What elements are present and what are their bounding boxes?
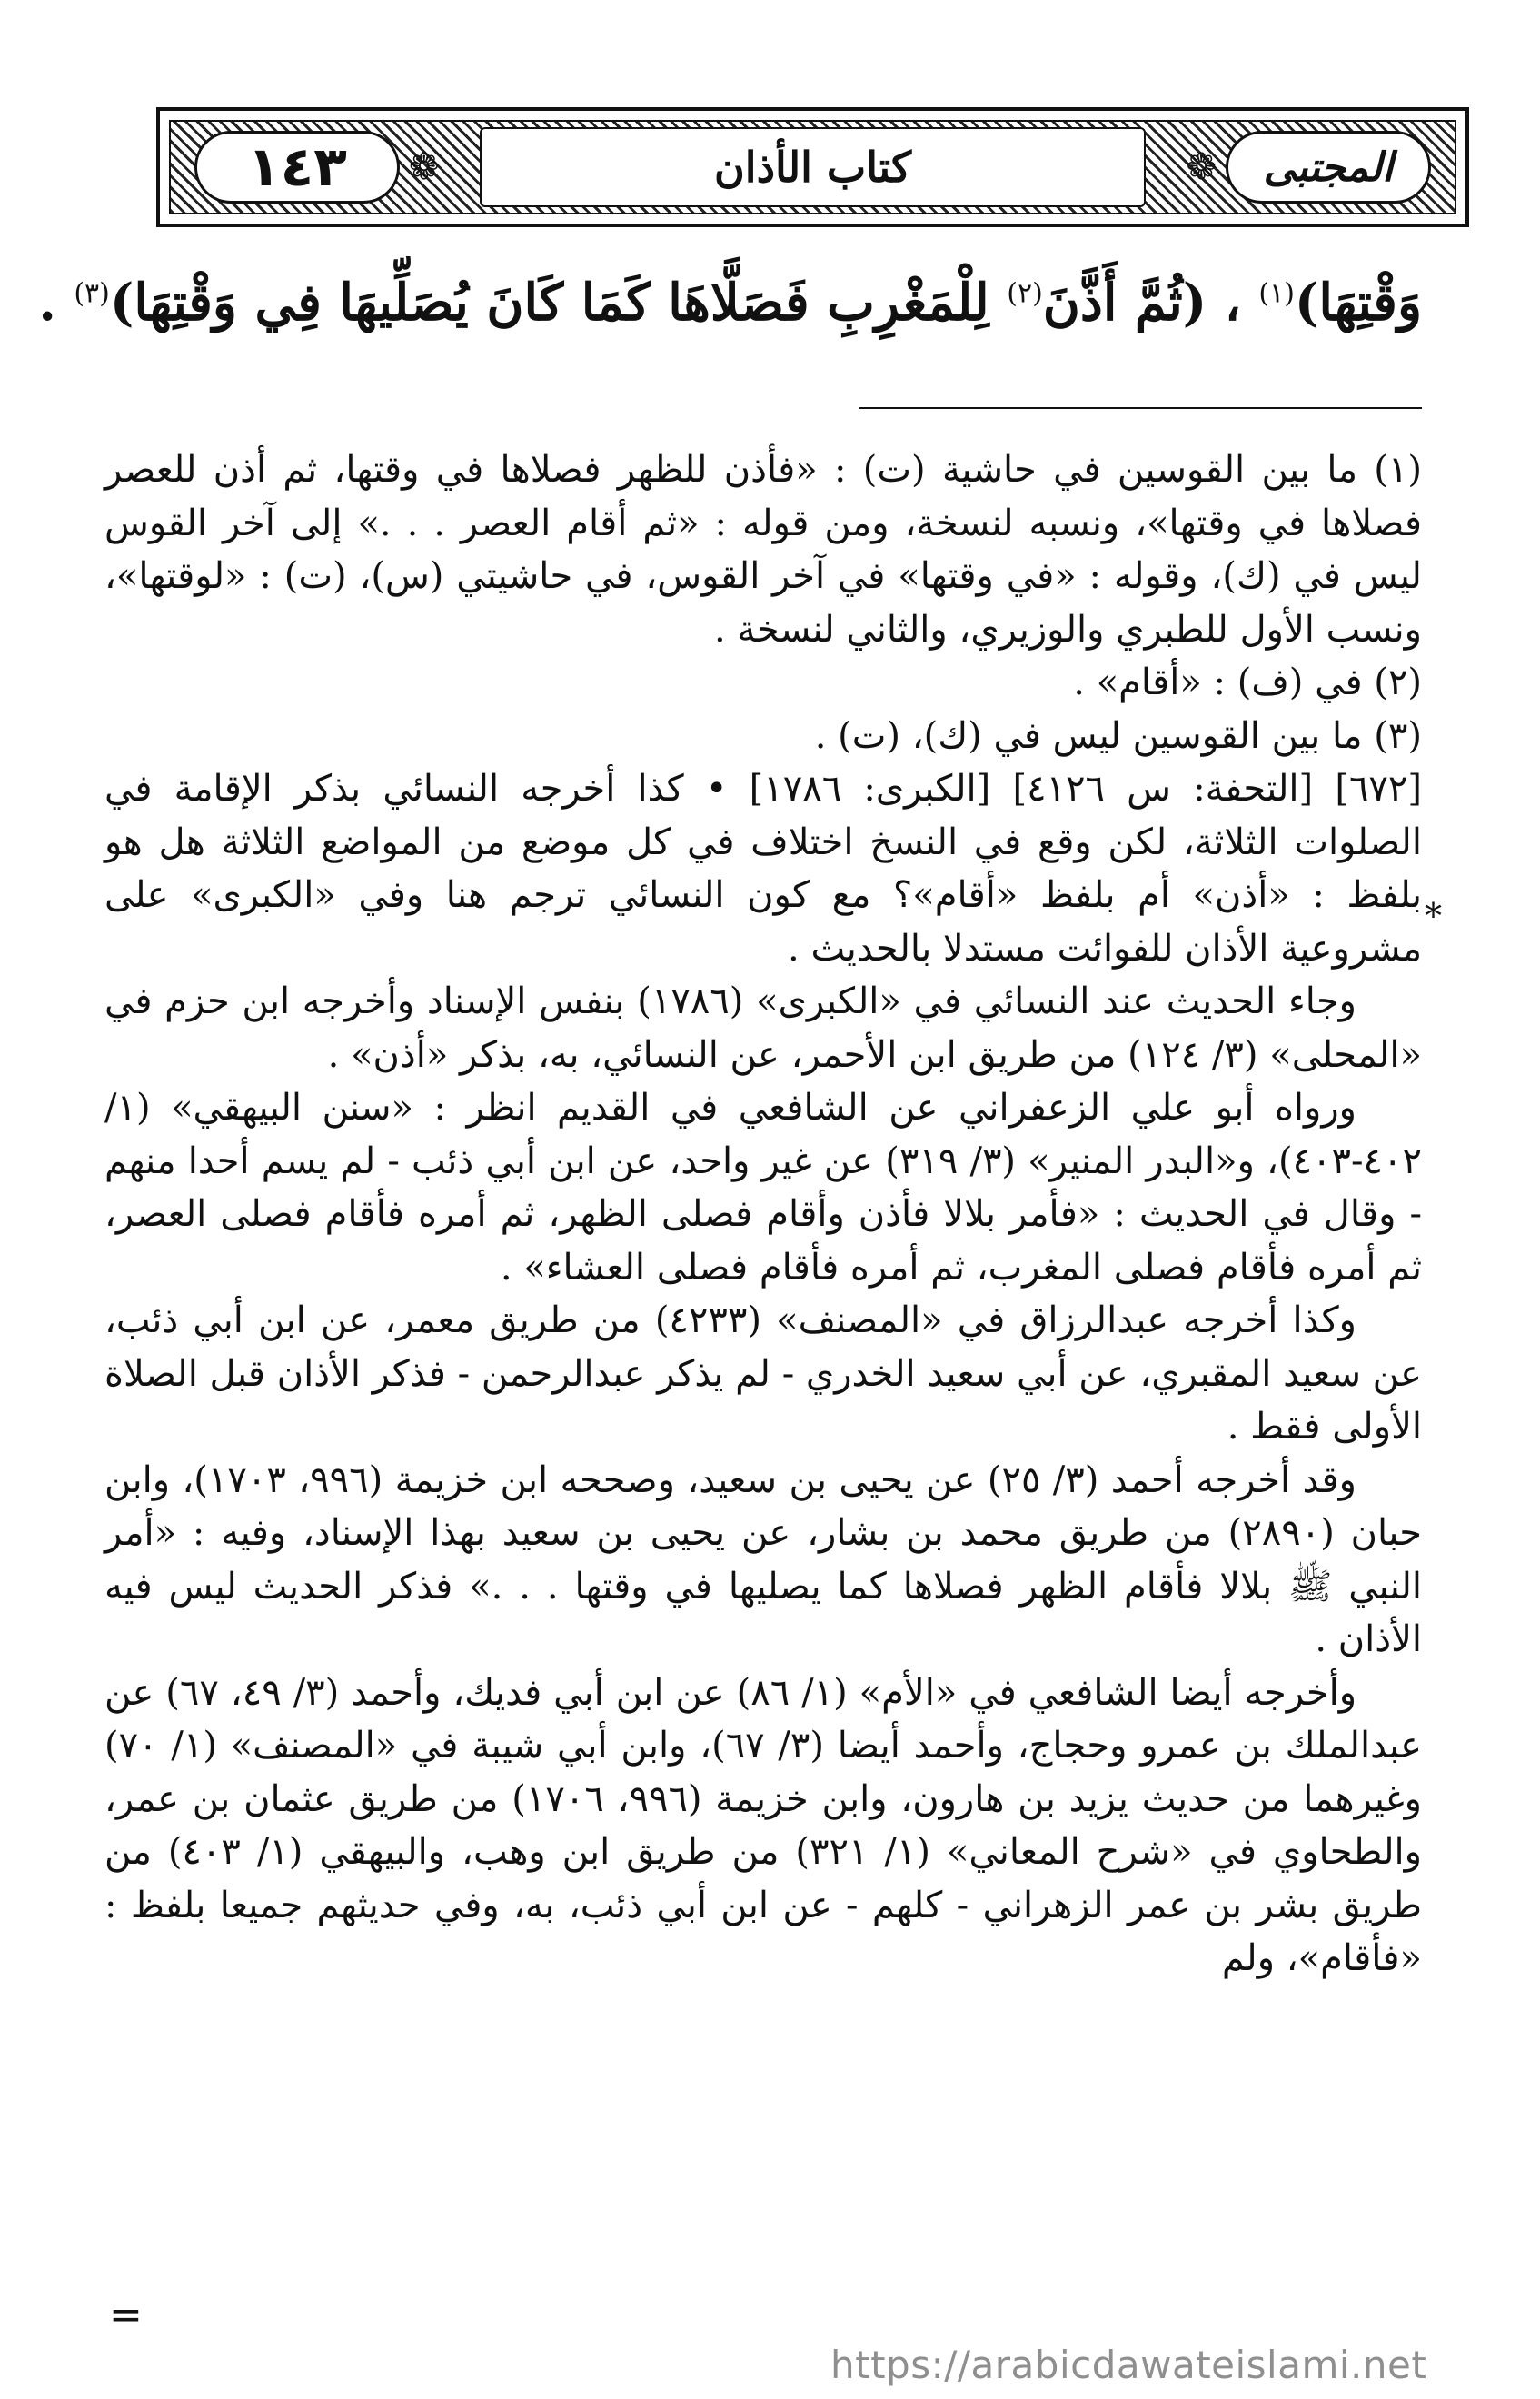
header-ornamental-border <box>169 120 1456 214</box>
notes-section <box>104 443 1422 1986</box>
book-name-logo: المجتبى <box>1226 131 1431 204</box>
footnote-marker: (٣) <box>74 277 110 310</box>
commentary-paragraph: وكذا أخرجه عبدالرزاق في «المصنف» (٤٢٣٣) من طريق معمر، عن ابن أبي ذئب، عن سعيد المقبري، عن أبي سعيد الخدري - لم يذكر عبدالرحمن - فذكر الأذان قبل الصلاة الأولى فقط . <box>104 1299 1422 1448</box>
chapter-title: كتاب الأذان <box>714 143 911 192</box>
footnote-marker: (١) <box>1258 277 1295 310</box>
ornament-icon: ❁ <box>409 146 440 188</box>
hadith-text <box>38 273 1422 333</box>
commentary-star-marker: * <box>1425 896 1442 936</box>
watermark-url: https://arabicdawateislami.net <box>830 2343 1427 2387</box>
footnotes <box>104 443 1422 762</box>
commentary-paragraph: وقد أخرجه أحمد (٣/ ٢٥) عن يحيى بن سعيد، وصححه ابن خزيمة (٩٩٦، ١٧٠٣)، وابن حبان (٢٨٩٠) من طريق محمد بن بشار، عن يحيى بن سعيد بهذا الإسناد، وفيه : «أمر النبي ﷺ بلالا فأقام الظهر فصلاها كما يصليها في وقتها . . .» فذكر الحديث ليس فيه الأذان . <box>104 1458 1422 1660</box>
footnote: (٣) ما بين القوسين ليس في (ك)، (ت) . <box>814 714 1422 757</box>
footnote: (١) ما بين القوسين في حاشية (ت) : «فأذن للظهر فصلاها في وقتها، ثم أذن للعصر فصلاها في وقتها»، ونسبه لنسخة، ومن قوله : «ثم أقام العصر . . .» إلى آخر القوس ليس في (ك)، وقوله : «في وقتها» في آخر القوس، في حاشيتي (س)، (ت) : «لوقتها»، ونسب الأول للطبري والوزيري، والثاني لنسخة . <box>104 449 1423 651</box>
commentary <box>104 762 1422 1986</box>
hadith-text-part: ، (ثُمَّ أَذَّنَ <box>1042 273 1241 333</box>
footnote: (٢) في (ف) : «أقام» . <box>1073 662 1422 703</box>
footnote-separator <box>859 407 1422 409</box>
commentary-paragraph: ورواه أبو علي الزعفراني عن الشافعي في القديم انظر : «سنن البيهقي» (١/ ٤٠٢-٤٠٣)، و«البدر المنير» (٣/ ٣١٩) عن غير واحد، عن ابن أبي ذئب - لم يسم أحدا منهم - وقال في الحديث : «فأمر بلالا فأذن وأقام فصلى الظهر، ثم أمره فأقام فصلى العصر، ثم أمره فأقام فصلى المغرب، ثم أمره فأقام فصلى العشاء» . <box>104 1087 1422 1289</box>
commentary-paragraph: وأخرجه أيضا الشافعي في «الأم» (١/ ٨٦) عن ابن أبي فديك، وأحمد (٣/ ٤٩، ٦٧) عن عبدالملك بن عمرو وحجاج، وأحمد أيضا (٣/ ٦٧)، وابن أبي شيبة في «المصنف» (١/ ٧٠) وغيرهما من حديث يزيد بن هارون، وابن خزيمة (٩٩٦، ١٧٠٦) من طريق عثمان بن عمر، والطحاوي في «شرح المعاني» (١/ ٣٢١) من طريق ابن وهب، والبيهقي (١/ ٤٠٣) من طريق بشر بن عمر الزهراني - كلهم - عن ابن أبي ذئب، به، وفي حديثهم جميعا بلفظ : «فأقام»، ولم <box>104 1671 1422 1979</box>
hadith-text-part: لِلْمَغْرِبِ فَصَلَّاهَا كَمَا كَانَ يُصَلِّيهَا فِي وَقْتِهَا) <box>109 273 989 333</box>
page-number: ١٤٣ <box>194 131 400 204</box>
commentary-paragraph: [٦٧٢] [التحفة: س ٤١٢٦] [الكبرى: ١٧٨٦] • كذا أخرجه النسائي بذكر الإقامة في الصلوات الثلاثة، لكن وقع في النسخ اختلاف في كل موضع من المواضع الثلاثة هل هو بلفظ : «أذن» أم بلفظ «أقام»؟ مع كون النسائي ترجم هنا وفي «الكبرى» على مشروعية الأذان للفوائت مستدلا بالحديث . <box>104 768 1422 970</box>
commentary-paragraph: وجاء الحديث عند النسائي في «الكبرى» (١٧٨٦) بنفس الإسناد وأخرجه ابن حزم في «المحلى» (٣/ ١٢٤) من طريق ابن الأحمر، عن النسائي، به، بذكر «أذن» . <box>104 981 1422 1076</box>
hadith-text-part: وَقْتِهَا) <box>1294 273 1422 333</box>
continuation-mark: = <box>109 2292 143 2338</box>
page-header <box>156 107 1469 227</box>
footnote-marker: (٢) <box>1007 277 1043 310</box>
ornament-icon: ❁ <box>1186 146 1217 188</box>
hadith-text-part: . <box>38 273 56 333</box>
header-title-box <box>480 127 1146 207</box>
